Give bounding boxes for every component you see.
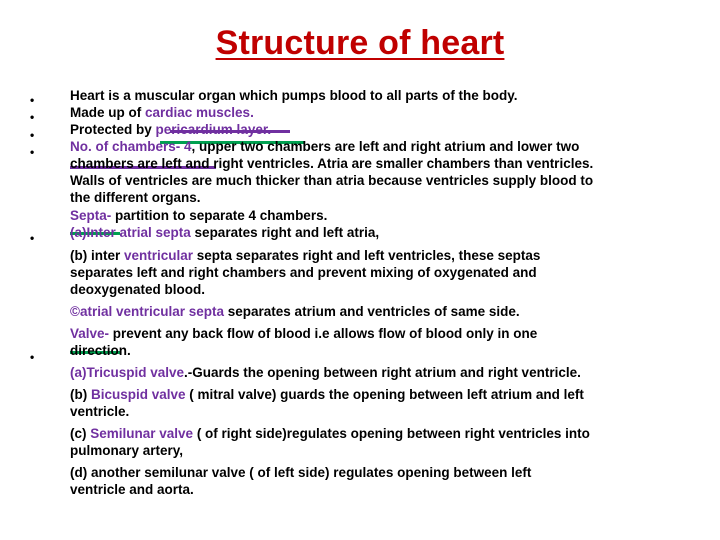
text-line-14: Valve- prevent any back flow of blood i.e allows flow of blood only in one xyxy=(70,326,538,341)
bullet-1: • xyxy=(30,93,35,107)
text-line-9: (a)Inter atrial septa separates right and left atria, xyxy=(70,225,380,240)
bullet-5: • xyxy=(30,231,35,245)
text-line-3: Protected by pericardium layer. xyxy=(70,122,272,137)
text-line-15: direction. xyxy=(70,343,131,358)
text-line-8: Septa- partition to separate 4 chambers. xyxy=(70,208,328,223)
text-line-7: the different organs. xyxy=(70,190,201,205)
text-line-5: chambers are left and right ventricles. Atria are smaller chambers than ventricles. xyxy=(70,156,594,171)
text-line-18: ventricle. xyxy=(70,404,130,419)
bullet-3: • xyxy=(30,128,35,142)
text-line-11: separates left and right chambers and prevent mixing of oxygenated and xyxy=(70,265,537,280)
text-line-2: Made up of cardiac muscles. xyxy=(70,105,254,120)
text-line-19: (c) Semilunar valve ( of right side)regulates opening between right ventricles into xyxy=(70,426,590,441)
text-line-21: (d) another semilunar valve ( of left side) regulates opening between left xyxy=(70,465,532,480)
text-line-6: Walls of ventricles are much thicker than atria because ventricles supply blood to xyxy=(70,173,594,188)
text-line-10: (b) inter ventricular septa separates right and left ventricles, these septas xyxy=(70,248,541,263)
text-line-16: (a)Tricuspid valve.-Guards the opening between right atrium and right ventricle. xyxy=(70,365,581,380)
bullet-6: • xyxy=(30,350,35,364)
text-line-22: ventricle and aorta. xyxy=(70,482,194,497)
page-title: Structure of heart xyxy=(215,24,505,62)
bullet-2: • xyxy=(30,110,35,124)
text-line-17: (b) Bicuspid valve ( mitral valve) guards the opening between left atrium and left xyxy=(70,387,584,402)
text-line-12: deoxygenated blood. xyxy=(70,282,206,297)
text-line-20: pulmonary artery, xyxy=(70,443,184,458)
text-line-4: No. of chambers- 4, upper two chambers are left and right atrium and lower two xyxy=(70,139,580,154)
text-line-1: Heart is a muscular organ which pumps blood to all parts of the body. xyxy=(70,88,518,103)
text-line-13: ©atrial ventricular septa separates atrium and ventricles of same side. xyxy=(70,304,520,319)
bullet-4: • xyxy=(30,145,35,159)
